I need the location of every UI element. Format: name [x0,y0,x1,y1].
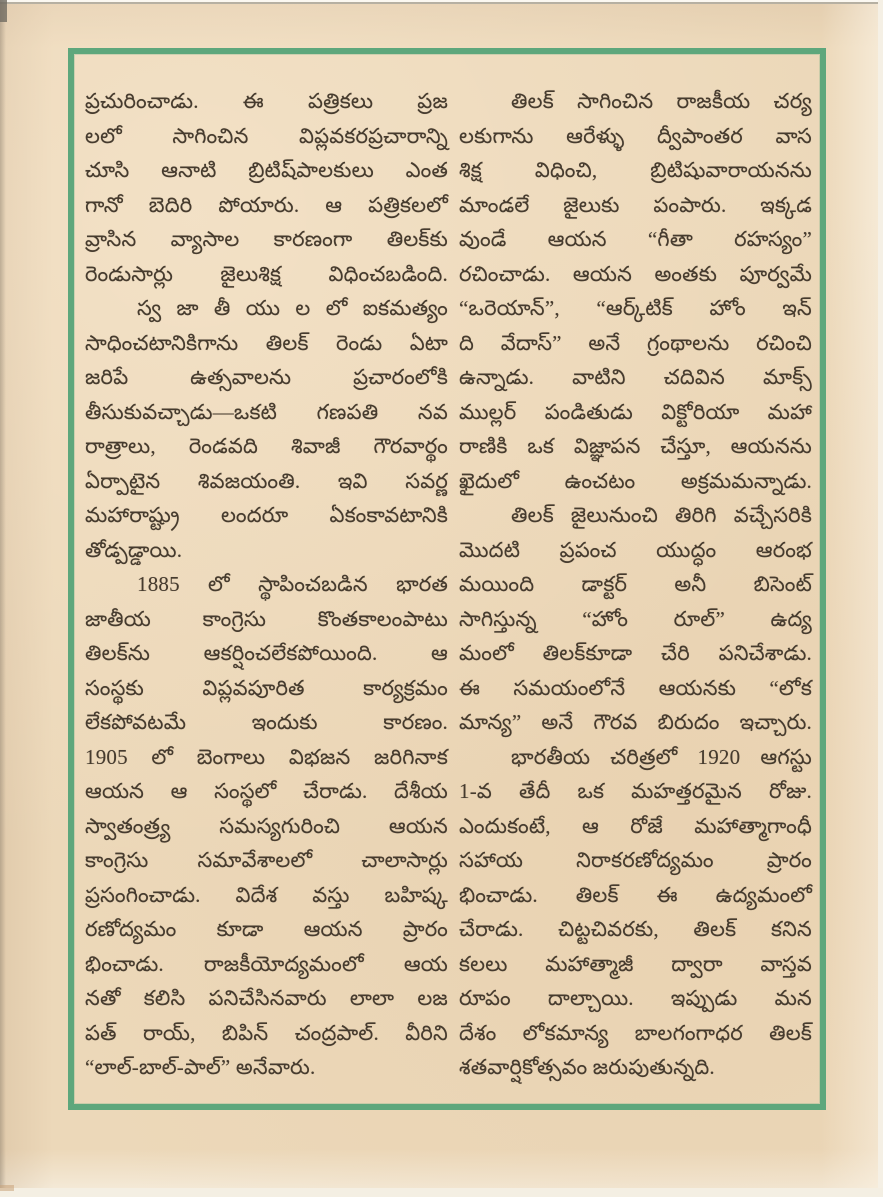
text-line: లేకపోవటమే ఇందుకు కారణం. [85,710,448,734]
text-line: ఖైదులో ఉంచటం అక్రమమన్నాడు. [459,468,812,493]
text-line: “లాల్-బాల్-పాల్” అనేవారు. [85,1055,316,1079]
text-column-right [459,84,812,1085]
text-line: రెండుసార్లు జైలుశిక్ష విధించబడింది. [85,261,448,286]
text-line: మొదటి ప్రపంచ యుద్ధం ఆరంభ [459,537,812,562]
text-line: మహారాష్ట్రు లందరూ ఏకంకావటానికి [85,503,448,527]
text-line: తిలక్‌ను ఆకర్షించలేకపోయింది. ఆ [85,641,448,665]
text-line: వ్రాసిన వ్యాసాల కారణంగా తిలక్‌కు [85,227,448,251]
paragraph [85,84,448,291]
text-line: కలలు మహాత్మాజీ ద్వారా వాస్తవ [459,951,812,976]
text-line: రాత్రాలు, రెండవది శివాజీ గౌరవార్థం [85,434,448,458]
text-line: దేశం లోకమాన్య బాలగంగాధర తిలక్ [459,1020,812,1045]
text-line: చూసి ఆనాటి బ్రిటిష్‌పాలకులు ఎంత [85,158,448,182]
text-line: స్వాతంత్ర్య సమస్యగురించి ఆయన [85,813,448,838]
text-line: భించాడు. రాజకీయోద్యమంలో ఆయ [85,951,448,976]
text-line: ఎందుకంటే, ఆ రోజే మహాత్మాగాంధీ [459,813,812,838]
text-line: మంలో తిలక్‌కూడా చేరి పనిచేశాడు. [459,641,812,665]
text-line: చేరాడు. చిట్టచివరకు, తిలక్ కనిన [459,917,812,941]
text-line: రచించాడు. ఆయన అంతకు పూర్వమే [459,261,812,286]
text-line: సాగిస్తున్న “హోం రూల్” ఉద్య [459,606,812,631]
paragraph [459,740,812,1085]
text-line: ముల్లర్ పండితుడు విక్టోరియా మహా [459,399,812,424]
text-line: రూపం దాల్చాయి. ఇప్పుడు మన [459,986,812,1010]
text-line: మయింది డాక్టర్ అనీ బిసెంట్ [459,572,812,596]
text-line: భించాడు. తిలక్ ఈ ఉద్యమంలో [459,882,812,907]
scan-edge-left [0,0,6,1197]
text-line: మాన్య” అనే గౌరవ బిరుదం ఇచ్చారు. [459,710,812,734]
text-line: రణోద్యమం కూడా ఆయన ప్రారం [85,917,448,941]
text-line: గానో బెదిరి పోయారు. ఆ పత్రికలలో [85,192,448,217]
text-line: తీసుకువచ్చాడు—ఒకటి గణపతి నవ [85,399,448,424]
text-line: ఉన్నాడు. వాటిని చదివిన మాక్స్ [459,365,812,389]
scan-corner-bottom-left [0,1185,14,1191]
text-line: రాణికి ఒక విజ్ఞాపన చేస్తూ, ఆయనను [459,434,812,458]
text-line: నతో కలిసి పనిచేసినవారు లాలా లజ [85,986,448,1010]
text-line: ప్రచురించాడు. ఈ పత్రికలు ప్రజ [85,89,448,113]
text-line: సాధించటానికిగాను తిలక్ రెండు ఏటా [85,330,448,355]
text-line: వుండే ఆయన “గీతా రహస్యం” [459,227,812,251]
text-line: 1905 లో బెంగాలు విభజన జరిగినాక [85,744,448,769]
paragraph [85,567,448,1085]
scan-corner-top-left [0,0,7,22]
text-line: సహాయ నిరాకరణోద్యమం ప్రారం [459,848,812,872]
text-line: 1-వ తేదీ ఒక మహత్తరమైన రోజు. [459,779,812,803]
text-line: ఈ సమయంలోనే ఆయనకు “లోక [459,675,812,700]
scan-edge-bottom [0,1188,883,1197]
text-line: జరిపే ఉత్సవాలను ప్రచారంలోకి [85,365,448,389]
text-line: శిక్ష విధించి, బ్రిటిషువారాయనను [459,158,812,182]
text-line: మాండలే జైలుకు పంపారు. ఇక్కడ [459,192,812,217]
text-line: 1885 లో స్థాపించబడిన భారత [137,572,448,596]
text-line: ది వేదాస్” అనే గ్రంథాలను రచించి [459,330,812,355]
paragraph [85,291,448,567]
text-line: కాంగ్రెసు సమావేశాలలో చాలాసార్లు [85,848,448,872]
text-line: భారతీయ చరిత్రలో 1920 ఆగస్టు [511,744,812,769]
text-line: సంస్థకు విప్లవపూరిత కార్యక్రమం [85,675,448,700]
text-line: తిలక్ సాగించిన రాజకీయ చర్య [511,89,812,113]
text-line: ఏర్పాటైన శివజయంతి. ఇవి సవర్ణ [85,468,448,493]
scan-edge-top [0,0,883,5]
text-line: జాతీయ కాంగ్రెసు కొంతకాలంపాటు [85,606,448,631]
text-line: తిలక్ జైలునుంచి తిరిగి వచ్చేసరికి [511,503,812,527]
text-line: ప్రసంగించాడు. విదేశ వస్తు బహిష్క [85,882,448,907]
text-line: తోడ్పడ్డాయి. [85,537,183,562]
paragraph [459,84,812,498]
text-line: “ఒరెయాన్”, “ఆర్క్‌టిక్ హోం ఇన్ [459,296,812,320]
paragraph [459,498,812,740]
text-line: స్వ జా తీ యు ల లో ఐకమత్యం [137,296,448,320]
text-line: శతవార్షికోత్సవం జరుపుతున్నది. [459,1055,715,1079]
text-line: లకుగాను ఆరేళ్ళు ద్వీపాంతర వాస [459,123,812,148]
text-line: ఆయన ఆ సంస్థలో చేరాడు. దేశీయ [85,779,448,803]
text-column-left [85,84,448,1085]
text-line: పత్ రాయ్, బిపిన్ చంద్రపాల్. వీరిని [85,1020,448,1045]
scan-edge-right [878,0,883,1197]
text-line: లలో సాగించిన విప్లవకరప్రచారాన్ని [85,123,448,148]
